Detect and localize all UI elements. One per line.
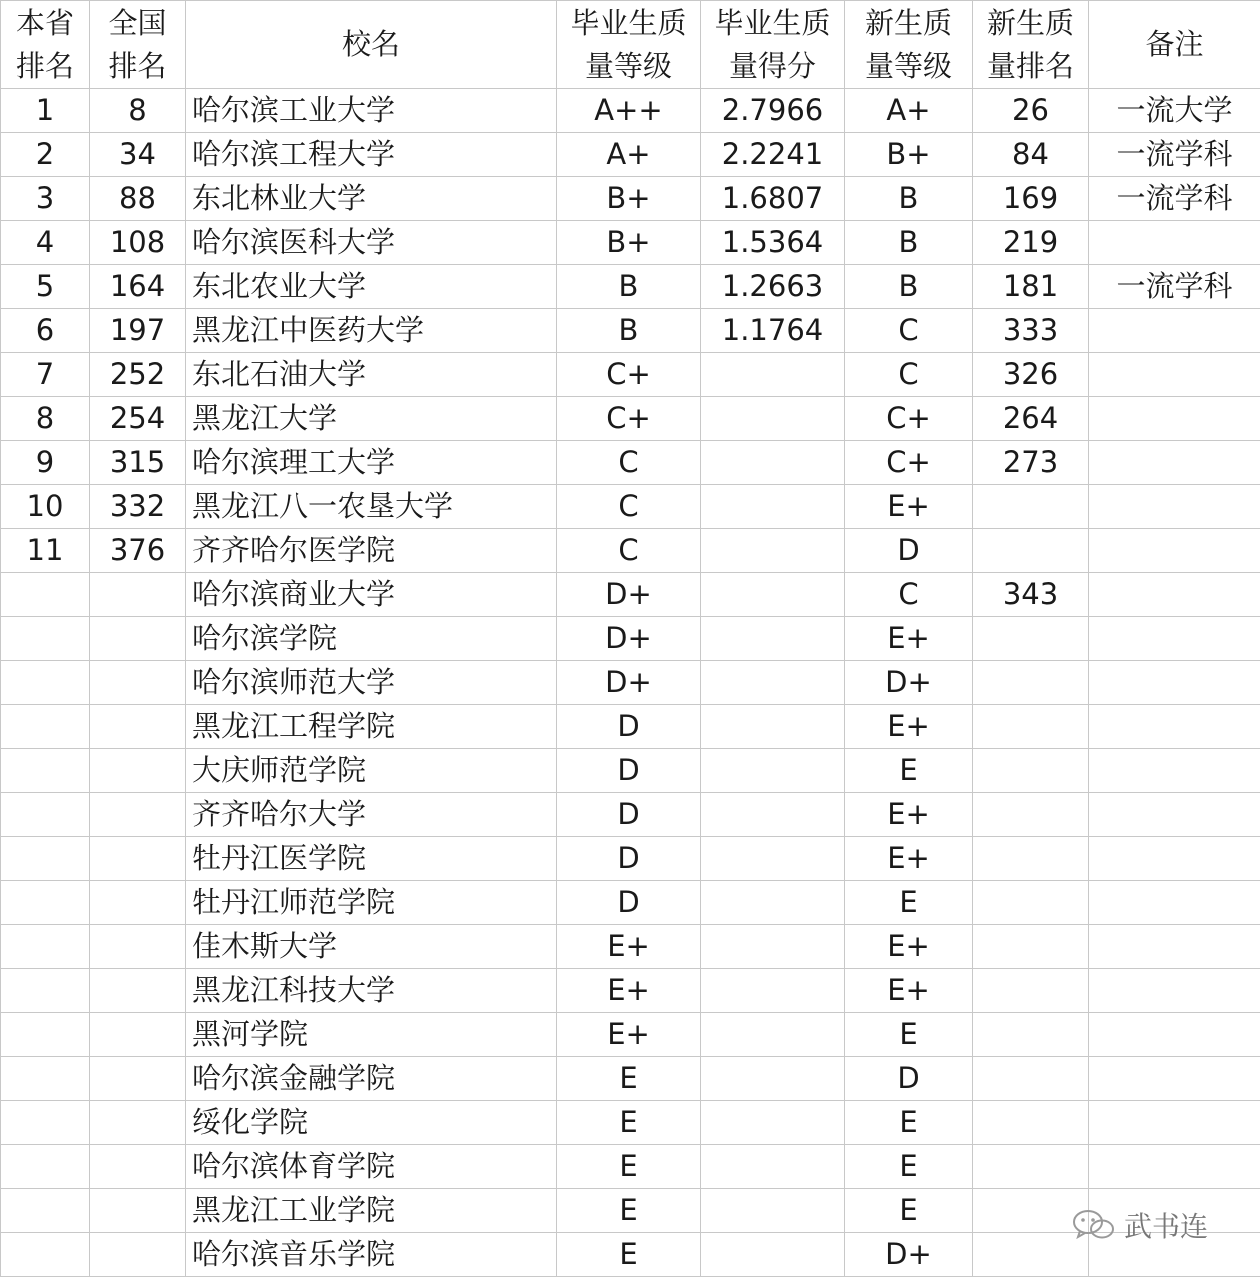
cell-fresh-rank	[973, 925, 1089, 969]
cell-fresh-grade: E+	[845, 793, 973, 837]
cell-province-rank: 8	[1, 397, 90, 441]
cell-school-name: 黑龙江大学	[186, 397, 557, 441]
header-fresh-grade	[845, 1, 973, 89]
cell-school-name: 哈尔滨商业大学	[186, 573, 557, 617]
table-row	[1, 661, 1260, 705]
cell-national-rank: 88	[90, 177, 186, 221]
cell-remark	[1089, 1057, 1260, 1101]
cell-province-rank: 7	[1, 353, 90, 397]
cell-school-name: 哈尔滨音乐学院	[186, 1233, 557, 1277]
table-row	[1, 221, 1260, 265]
cell-province-rank: 2	[1, 133, 90, 177]
cell-fresh-rank	[973, 793, 1089, 837]
table-row	[1, 705, 1260, 749]
cell-grad-score	[701, 925, 845, 969]
cell-grad-score	[701, 441, 845, 485]
cell-fresh-grade: D	[845, 529, 973, 573]
cell-province-rank	[1, 837, 90, 881]
cell-school-name: 哈尔滨金融学院	[186, 1057, 557, 1101]
cell-province-rank	[1, 925, 90, 969]
cell-grad-grade: E	[557, 1189, 701, 1233]
cell-grad-score: 1.6807	[701, 177, 845, 221]
cell-province-rank	[1, 573, 90, 617]
header-text: 量得分	[728, 48, 816, 83]
cell-fresh-grade: E	[845, 1101, 973, 1145]
watermark	[1072, 1202, 1232, 1248]
table-row	[1, 265, 1260, 309]
cell-remark	[1089, 529, 1260, 573]
cell-fresh-rank	[973, 749, 1089, 793]
cell-fresh-rank: 273	[973, 441, 1089, 485]
cell-fresh-grade: E+	[845, 617, 973, 661]
table-row	[1, 837, 1260, 881]
header-text: 量排名	[986, 48, 1074, 83]
cell-grad-score	[701, 529, 845, 573]
cell-grad-score	[701, 1189, 845, 1233]
cell-fresh-grade: E	[845, 1145, 973, 1189]
cell-fresh-rank	[973, 837, 1089, 881]
cell-province-rank: 4	[1, 221, 90, 265]
cell-grad-grade: E+	[557, 925, 701, 969]
cell-fresh-rank	[973, 661, 1089, 705]
cell-remark	[1089, 485, 1260, 529]
cell-fresh-rank	[973, 705, 1089, 749]
cell-province-rank: 3	[1, 177, 90, 221]
header-text: 排名	[108, 48, 167, 83]
table-row	[1, 89, 1260, 133]
cell-fresh-grade: E+	[845, 925, 973, 969]
cell-fresh-rank	[973, 529, 1089, 573]
cell-fresh-rank	[973, 1013, 1089, 1057]
cell-province-rank	[1, 705, 90, 749]
cell-remark: 一流学科	[1089, 177, 1260, 221]
header-text: 校名	[341, 27, 400, 61]
cell-school-name: 牡丹江师范学院	[186, 881, 557, 925]
cell-grad-score	[701, 969, 845, 1013]
header-text: 全国	[108, 5, 167, 40]
cell-remark	[1089, 617, 1260, 661]
cell-province-rank	[1, 617, 90, 661]
cell-grad-score	[701, 1233, 845, 1277]
cell-fresh-rank	[973, 617, 1089, 661]
cell-school-name: 哈尔滨工业大学	[186, 89, 557, 133]
cell-remark	[1089, 749, 1260, 793]
cell-fresh-rank: 169	[973, 177, 1089, 221]
table-row	[1, 485, 1260, 529]
cell-school-name: 黑龙江工程学院	[186, 705, 557, 749]
cell-school-name: 哈尔滨师范大学	[186, 661, 557, 705]
cell-grad-score	[701, 1057, 845, 1101]
cell-fresh-grade: D+	[845, 1233, 973, 1277]
cell-national-rank: 8	[90, 89, 186, 133]
cell-national-rank	[90, 925, 186, 969]
cell-province-rank	[1, 881, 90, 925]
cell-national-rank	[90, 1233, 186, 1277]
cell-fresh-grade: E+	[845, 969, 973, 1013]
cell-grad-score: 1.5364	[701, 221, 845, 265]
cell-national-rank	[90, 837, 186, 881]
table-row	[1, 793, 1260, 837]
cell-national-rank	[90, 1145, 186, 1189]
cell-grad-score	[701, 881, 845, 925]
cell-national-rank	[90, 881, 186, 925]
cell-fresh-grade: E	[845, 749, 973, 793]
cell-fresh-rank: 219	[973, 221, 1089, 265]
cell-national-rank: 254	[90, 397, 186, 441]
table-row	[1, 925, 1260, 969]
cell-school-name: 黑龙江工业学院	[186, 1189, 557, 1233]
cell-remark	[1089, 573, 1260, 617]
cell-grad-score: 1.2663	[701, 265, 845, 309]
cell-fresh-rank	[973, 1057, 1089, 1101]
cell-fresh-rank: 333	[973, 309, 1089, 353]
cell-national-rank	[90, 573, 186, 617]
cell-national-rank	[90, 661, 186, 705]
cell-fresh-grade: C+	[845, 441, 973, 485]
cell-national-rank: 164	[90, 265, 186, 309]
cell-province-rank: 11	[1, 529, 90, 573]
cell-province-rank: 1	[1, 89, 90, 133]
cell-fresh-grade: C	[845, 573, 973, 617]
watermark-text: 武书连	[1124, 1210, 1209, 1243]
cell-remark	[1089, 837, 1260, 881]
table-row	[1, 1057, 1260, 1101]
cell-grad-score	[701, 485, 845, 529]
cell-grad-grade: E	[557, 1145, 701, 1189]
cell-national-rank: 108	[90, 221, 186, 265]
cell-national-rank	[90, 793, 186, 837]
cell-national-rank	[90, 1057, 186, 1101]
cell-national-rank	[90, 969, 186, 1013]
cell-national-rank: 252	[90, 353, 186, 397]
header-grad-score	[701, 1, 845, 89]
cell-school-name: 哈尔滨理工大学	[186, 441, 557, 485]
table-row	[1, 1145, 1260, 1189]
cell-province-rank: 9	[1, 441, 90, 485]
cell-fresh-rank: 264	[973, 397, 1089, 441]
cell-province-rank	[1, 1057, 90, 1101]
cell-grad-grade: C	[557, 485, 701, 529]
cell-grad-grade: D	[557, 749, 701, 793]
cell-province-rank: 10	[1, 485, 90, 529]
cell-fresh-grade: E+	[845, 485, 973, 529]
cell-fresh-grade: C	[845, 309, 973, 353]
cell-fresh-grade: E+	[845, 837, 973, 881]
header-text: 本省	[15, 5, 74, 40]
cell-grad-score	[701, 749, 845, 793]
cell-school-name: 东北农业大学	[186, 265, 557, 309]
cell-fresh-grade: C	[845, 353, 973, 397]
header-text: 新生质	[986, 5, 1074, 40]
header-text: 量等级	[864, 48, 952, 83]
cell-national-rank	[90, 1013, 186, 1057]
wechat-icon	[1072, 1208, 1116, 1242]
cell-grad-score	[701, 397, 845, 441]
cell-school-name: 东北石油大学	[186, 353, 557, 397]
cell-grad-grade: D	[557, 881, 701, 925]
cell-province-rank: 5	[1, 265, 90, 309]
cell-school-name: 黑龙江科技大学	[186, 969, 557, 1013]
cell-grad-grade: C+	[557, 397, 701, 441]
cell-grad-score	[701, 793, 845, 837]
header-national-rank	[90, 1, 186, 89]
table-row	[1, 573, 1260, 617]
cell-national-rank	[90, 617, 186, 661]
cell-school-name: 大庆师范学院	[186, 749, 557, 793]
header-grad-grade	[557, 1, 701, 89]
cell-fresh-grade: E+	[845, 705, 973, 749]
cell-grad-score: 2.7966	[701, 89, 845, 133]
cell-grad-score	[701, 353, 845, 397]
cell-remark	[1089, 969, 1260, 1013]
cell-grad-grade: D	[557, 793, 701, 837]
cell-school-name: 绥化学院	[186, 1101, 557, 1145]
table-row	[1, 617, 1260, 661]
cell-grad-grade: C	[557, 529, 701, 573]
cell-fresh-rank	[973, 881, 1089, 925]
cell-school-name: 哈尔滨工程大学	[186, 133, 557, 177]
cell-grad-grade: D	[557, 705, 701, 749]
cell-fresh-grade: E	[845, 1189, 973, 1233]
cell-grad-grade: A+	[557, 133, 701, 177]
cell-grad-score	[701, 617, 845, 661]
cell-province-rank	[1, 749, 90, 793]
cell-national-rank: 34	[90, 133, 186, 177]
cell-fresh-grade: D+	[845, 661, 973, 705]
cell-school-name: 齐齐哈尔大学	[186, 793, 557, 837]
cell-grad-score	[701, 1101, 845, 1145]
cell-school-name: 牡丹江医学院	[186, 837, 557, 881]
cell-province-rank: 6	[1, 309, 90, 353]
cell-grad-grade: B+	[557, 221, 701, 265]
cell-province-rank	[1, 661, 90, 705]
header-text: 备注	[1145, 27, 1204, 61]
table-row	[1, 309, 1260, 353]
table-row	[1, 441, 1260, 485]
cell-school-name: 齐齐哈尔医学院	[186, 529, 557, 573]
cell-grad-grade: D+	[557, 573, 701, 617]
cell-grad-grade: B	[557, 309, 701, 353]
cell-remark	[1089, 353, 1260, 397]
cell-grad-score	[701, 705, 845, 749]
header-text: 量等级	[584, 48, 672, 83]
cell-remark	[1089, 1145, 1260, 1189]
cell-fresh-rank	[973, 969, 1089, 1013]
cell-fresh-grade: A+	[845, 89, 973, 133]
cell-grad-grade: C	[557, 441, 701, 485]
cell-national-rank: 315	[90, 441, 186, 485]
cell-remark: 一流大学	[1089, 89, 1260, 133]
cell-province-rank	[1, 1189, 90, 1233]
header-province-rank	[1, 1, 90, 89]
cell-remark	[1089, 221, 1260, 265]
cell-fresh-rank: 181	[973, 265, 1089, 309]
cell-remark	[1089, 441, 1260, 485]
cell-grad-score	[701, 573, 845, 617]
table-row	[1, 353, 1260, 397]
cell-province-rank	[1, 1101, 90, 1145]
cell-national-rank: 197	[90, 309, 186, 353]
table-header	[1, 1, 1260, 89]
table-body	[1, 89, 1260, 1277]
cell-national-rank	[90, 1101, 186, 1145]
cell-grad-score	[701, 1145, 845, 1189]
cell-province-rank	[1, 793, 90, 837]
cell-remark	[1089, 705, 1260, 749]
cell-fresh-rank	[973, 485, 1089, 529]
cell-fresh-rank: 326	[973, 353, 1089, 397]
table-row	[1, 529, 1260, 573]
cell-province-rank	[1, 969, 90, 1013]
cell-national-rank: 376	[90, 529, 186, 573]
header-school-name	[186, 1, 557, 89]
cell-fresh-grade: B	[845, 265, 973, 309]
table-row	[1, 133, 1260, 177]
table-row	[1, 177, 1260, 221]
cell-national-rank	[90, 705, 186, 749]
cell-province-rank	[1, 1145, 90, 1189]
cell-remark: 一流学科	[1089, 133, 1260, 177]
cell-school-name: 黑龙江八一农垦大学	[186, 485, 557, 529]
cell-grad-grade: D+	[557, 617, 701, 661]
header-remark	[1089, 1, 1260, 89]
cell-school-name: 哈尔滨学院	[186, 617, 557, 661]
cell-fresh-grade: B	[845, 221, 973, 265]
table-row	[1, 881, 1260, 925]
cell-grad-score	[701, 1013, 845, 1057]
cell-grad-grade: B	[557, 265, 701, 309]
cell-remark	[1089, 793, 1260, 837]
cell-school-name: 哈尔滨体育学院	[186, 1145, 557, 1189]
cell-grad-score	[701, 661, 845, 705]
cell-fresh-rank	[973, 1145, 1089, 1189]
cell-national-rank	[90, 749, 186, 793]
cell-school-name: 哈尔滨医科大学	[186, 221, 557, 265]
table-row	[1, 1101, 1260, 1145]
cell-fresh-rank	[973, 1101, 1089, 1145]
cell-remark	[1089, 925, 1260, 969]
header-text: 新生质	[864, 5, 952, 40]
cell-grad-grade: D+	[557, 661, 701, 705]
cell-grad-grade: E	[557, 1057, 701, 1101]
cell-fresh-grade: B+	[845, 133, 973, 177]
cell-fresh-grade: B	[845, 177, 973, 221]
cell-remark	[1089, 309, 1260, 353]
header-text: 毕业生质	[570, 5, 687, 40]
table-row	[1, 969, 1260, 1013]
cell-fresh-rank: 26	[973, 89, 1089, 133]
cell-national-rank: 332	[90, 485, 186, 529]
cell-school-name: 黑河学院	[186, 1013, 557, 1057]
cell-grad-grade: A++	[557, 89, 701, 133]
cell-grad-grade: E	[557, 1233, 701, 1277]
cell-school-name: 东北林业大学	[186, 177, 557, 221]
table-row	[1, 397, 1260, 441]
cell-remark: 一流学科	[1089, 265, 1260, 309]
cell-grad-score: 2.2241	[701, 133, 845, 177]
cell-grad-score	[701, 837, 845, 881]
table-row	[1, 749, 1260, 793]
cell-school-name: 黑龙江中医药大学	[186, 309, 557, 353]
cell-fresh-rank: 343	[973, 573, 1089, 617]
cell-grad-score: 1.1764	[701, 309, 845, 353]
header-text: 毕业生质	[714, 5, 831, 40]
cell-remark	[1089, 881, 1260, 925]
cell-province-rank	[1, 1233, 90, 1277]
table-row	[1, 1013, 1260, 1057]
cell-remark	[1089, 661, 1260, 705]
cell-grad-grade: C+	[557, 353, 701, 397]
cell-fresh-grade: E	[845, 1013, 973, 1057]
cell-remark	[1089, 397, 1260, 441]
header-text: 排名	[15, 48, 74, 83]
cell-grad-grade: E+	[557, 969, 701, 1013]
cell-remark	[1089, 1101, 1260, 1145]
cell-fresh-grade: C+	[845, 397, 973, 441]
cell-fresh-grade: D	[845, 1057, 973, 1101]
cell-grad-grade: E	[557, 1101, 701, 1145]
cell-national-rank	[90, 1189, 186, 1233]
cell-grad-grade: B+	[557, 177, 701, 221]
cell-grad-grade: D	[557, 837, 701, 881]
cell-fresh-rank: 84	[973, 133, 1089, 177]
cell-grad-grade: E+	[557, 1013, 701, 1057]
cell-fresh-grade: E	[845, 881, 973, 925]
cell-remark	[1089, 1013, 1260, 1057]
cell-school-name: 佳木斯大学	[186, 925, 557, 969]
cell-province-rank	[1, 1013, 90, 1057]
header-fresh-rank	[973, 1, 1089, 89]
header-row	[1, 1, 1260, 89]
